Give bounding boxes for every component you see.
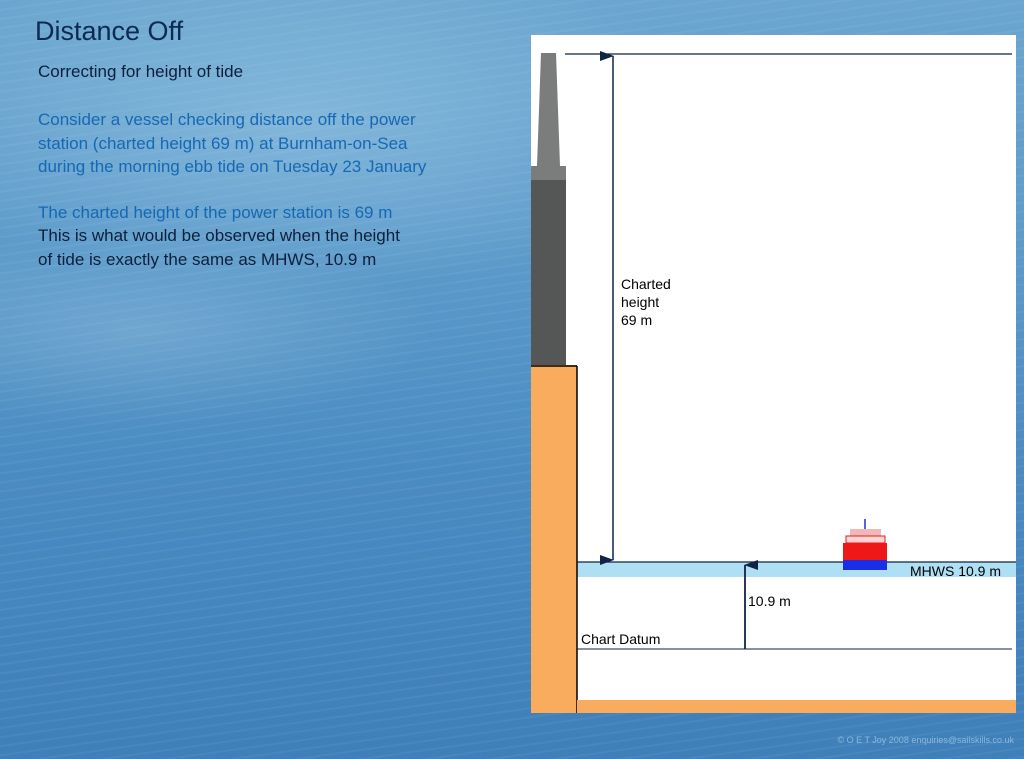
explanation-paragraph <box>38 224 400 271</box>
power-station-building <box>531 178 566 365</box>
power-station-chimney <box>531 53 566 180</box>
tide-diagram <box>531 35 1016 713</box>
charted-height-label <box>621 275 671 329</box>
intro-paragraph <box>38 108 426 179</box>
copyright-notice: © O E T Joy 2008 enquiries@sailskills.co.uk <box>837 735 1014 745</box>
slide-title: Distance Off <box>35 16 184 46</box>
intro-line: Consider a vessel checking distance off the power <box>38 110 416 129</box>
slide-subtitle: Correcting for height of tide <box>38 62 244 81</box>
intro-line: during the morning ebb tide on Tuesday 23 January <box>38 157 427 176</box>
charted-height-label-line: 69 m <box>621 312 653 328</box>
mhws-label: MHWS 10.9 m <box>910 563 1002 579</box>
tide-height-label: 10.9 m <box>748 593 791 609</box>
sea-bed <box>577 700 1016 713</box>
chart-datum-label: Chart Datum <box>581 631 661 647</box>
charted-height-label-line: Charted <box>621 276 671 292</box>
charted-height-statement <box>38 201 392 225</box>
charted-height-label-line: height <box>621 294 660 310</box>
charted-height-line: The charted height of the power station is 69 m <box>38 203 393 222</box>
explain-line: of tide is exactly the same as MHWS, 10.9 m <box>38 249 377 269</box>
explain-line: This is what would be observed when the height <box>38 226 400 245</box>
vessel-icon <box>843 519 887 570</box>
land-quay <box>531 365 577 713</box>
intro-line: station (charted height 69 m) at Burnham-on-Sea <box>38 133 408 153</box>
tide-diagram-graphic <box>531 35 1016 713</box>
